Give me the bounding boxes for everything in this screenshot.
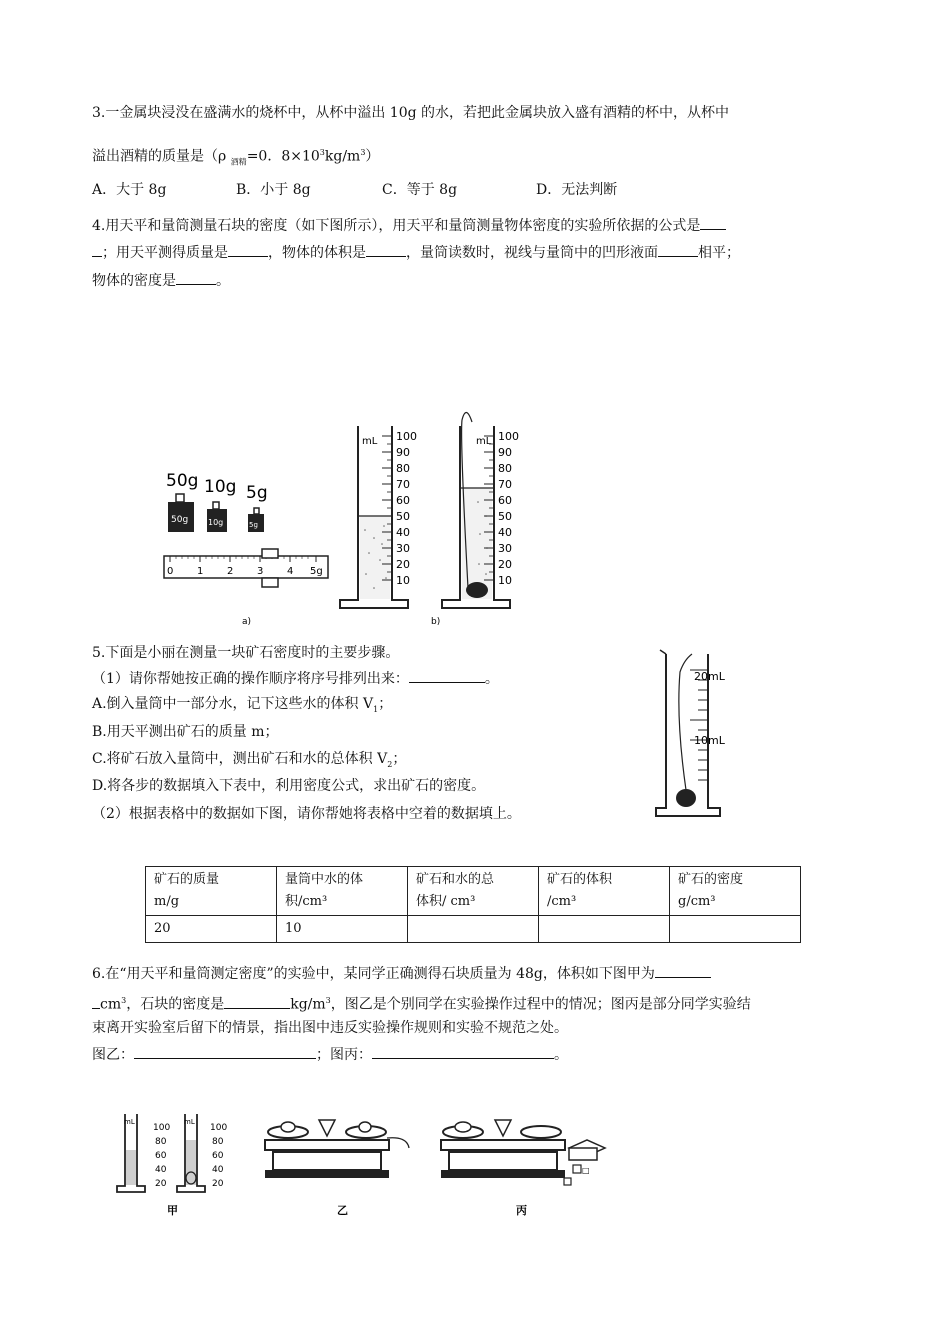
table-header-row	[146, 867, 801, 916]
q5-figure	[650, 640, 750, 822]
q3-options	[92, 180, 617, 200]
q5-cylinder-svg	[650, 640, 750, 822]
cylinder-tick-label: 10	[396, 574, 410, 587]
label-yi: 乙	[337, 1204, 348, 1217]
jia2-tick-100: 100	[210, 1123, 228, 1133]
weight-box-icon	[564, 1140, 605, 1185]
q5-step-c-text: C.将矿石放入量筒中，测出矿石和水的总体积 V	[92, 751, 388, 767]
q5-part1-end: 。	[484, 671, 499, 687]
q6-line2-b: ，石块的密度是	[126, 996, 225, 1013]
rho-subscript: 酒精	[230, 157, 247, 167]
cylinder-tick-label: 10	[498, 574, 512, 587]
q5-part1	[92, 668, 499, 689]
q5-blank-order[interactable]	[409, 668, 485, 683]
jia2-tick-20: 20	[212, 1179, 224, 1189]
cylinder-tick-label: 100	[498, 430, 519, 443]
weight-5g-mark: 5g	[249, 521, 258, 529]
beam-scale	[164, 549, 328, 587]
q4-line2-b: ，物体的体积是	[268, 245, 366, 261]
cell-ore-density[interactable]	[670, 916, 801, 943]
q3-line1: 3.一金属块浸没在盛满水的烧杯中，从杯中溢出 10g 的水，若把此金属块放入盛有酒精的杯中，从杯中	[92, 105, 730, 121]
cylinder-jia-2-ticks	[210, 1123, 227, 1189]
rider-top	[262, 549, 278, 558]
q6-line4-b: ；图丙：	[316, 1047, 372, 1063]
table-header-cell	[277, 867, 408, 916]
weight-label-5g: 5g	[246, 483, 268, 503]
cell-mass[interactable]: 20	[146, 916, 277, 943]
q6-line2-a: cm	[100, 996, 122, 1013]
q6-exp2: 3	[325, 996, 331, 1005]
table-header-cell	[539, 867, 670, 916]
header-mass-line2: m/g	[154, 894, 180, 909]
q4-figure	[160, 398, 530, 630]
scale-tick-0: 0	[167, 566, 174, 577]
q6-line4-c: 。	[554, 1047, 568, 1063]
q4-blank-formula-a[interactable]	[700, 215, 726, 230]
cell-total-volume[interactable]	[408, 916, 539, 943]
q3-option-d[interactable]: D．无法判断	[536, 182, 618, 198]
q6-figure	[115, 1110, 625, 1222]
cylinder-tick-label: 30	[396, 542, 410, 555]
q4-line1-text: 4.用天平和量筒测量石块的密度（如下图所示），用天平和量筒测量物体密度的实验所依据的公式是	[92, 218, 701, 234]
q4-blank-density[interactable]	[176, 270, 216, 285]
cell-water-volume[interactable]: 10	[277, 916, 408, 943]
v2-subscript: 2	[387, 759, 393, 769]
jia2-unit: mL	[184, 1118, 195, 1126]
q5-part2: （2）根据表格中的数据如下图，请你帮她将表格中空着的数据填上。	[92, 806, 521, 822]
q6-blank-figure-c[interactable]	[372, 1044, 554, 1059]
cylinder-tick-label: 70	[396, 478, 410, 491]
scale-tick-1: 1	[197, 566, 204, 577]
cylinder-jia-2	[177, 1114, 205, 1192]
q4-line2-c: ，量筒读数时，视线与量筒中的凹形液面	[406, 245, 658, 261]
cylinder-tick-label: 80	[498, 462, 512, 475]
q5-step-a	[92, 694, 392, 720]
balance-yi-icon	[265, 1120, 409, 1178]
table-header-cell	[408, 867, 539, 916]
q3-line2	[92, 143, 379, 172]
cylinder-tick-label: 100	[396, 430, 417, 443]
weight-50g-icon	[168, 494, 194, 532]
q4-blank-mass[interactable]	[228, 242, 268, 257]
q4-blank-volume[interactable]	[366, 242, 406, 257]
q3-exponent: 3	[319, 148, 325, 157]
q4-line3-b: 。	[216, 273, 230, 289]
cylinder-unit-label-2: mL	[476, 436, 492, 447]
header-density-line1: 矿石的密度	[678, 872, 744, 887]
q5-step-b: B.用天平测出矿石的质量 m；	[92, 724, 279, 740]
q6-exp: 3	[121, 996, 127, 1005]
q4-figure-svg	[160, 398, 530, 630]
label-20ml: 20mL	[694, 670, 725, 683]
cylinder-unit-label: mL	[362, 436, 378, 447]
v1-subscript: 1	[373, 704, 379, 714]
weight-label-50g: 50g	[166, 471, 199, 491]
jia2-tick-60: 60	[212, 1151, 224, 1161]
q6-line1	[92, 963, 711, 984]
q5-part1-text: （1）请你帮她按正确的操作顺序将序号排列出来：	[92, 671, 409, 687]
table-header-cell	[146, 867, 277, 916]
rider-bottom	[262, 578, 278, 587]
cylinder-tick-label: 50	[396, 510, 410, 523]
scale-tick-5g: 5g	[310, 566, 323, 577]
loose-weight-mark: □	[582, 1166, 590, 1175]
q3-unit-exponent: 3	[360, 148, 366, 157]
cylinder-tick-label: 70	[498, 478, 512, 491]
q4-line3-a: 物体的密度是	[92, 273, 176, 289]
q6-line3: 束离开实验室后留下的情景，指出图中违反实验操作规则和实验不规范之处。	[92, 1020, 568, 1036]
jia1-tick-100: 100	[153, 1123, 171, 1133]
q4-blank-meniscus[interactable]	[658, 242, 698, 257]
scale-tick-3: 3	[257, 566, 264, 577]
cylinder-tick-label: 50	[498, 510, 512, 523]
q6-line1-text: 6.在“用天平和量筒测定密度”的实验中，某同学正确测得石块质量为 48g，体积如下图甲为	[92, 966, 655, 982]
jia1-unit: mL	[124, 1118, 135, 1126]
q3-unit: kg/m	[324, 148, 361, 165]
weight-5g-icon	[248, 508, 264, 532]
q5-step-d: D.将各步的数据填入下表中，利用密度公式，求出矿石的密度。	[92, 778, 486, 794]
q4-line2-a: ；用天平测得质量是	[102, 245, 228, 261]
weight-10g-icon	[207, 502, 227, 532]
q6-blank-volume-b[interactable]	[92, 994, 100, 1009]
table-header-cell	[670, 867, 801, 916]
cylinder-tick-label: 90	[396, 446, 410, 459]
figure-label-a: a)	[242, 617, 252, 627]
cylinder-tick-label: 40	[498, 526, 512, 539]
cell-ore-volume[interactable]	[539, 916, 670, 943]
jia1-tick-60: 60	[155, 1151, 167, 1161]
q6-line2-d: ，图乙是个别同学在实验操作过程中的情况；图丙是部分同学实验结	[330, 996, 751, 1013]
jia2-tick-80: 80	[212, 1137, 224, 1147]
header-mass-line1: 矿石的质量	[154, 872, 220, 887]
q5-step-c-end: ；	[392, 751, 407, 767]
cylinder-tick-label: 40	[396, 526, 410, 539]
cylinder-tick-label: 90	[498, 446, 512, 459]
cylinder-tick-label: 60	[498, 494, 512, 507]
q3-line2-pre: 溢出酒精的质量是（ρ	[92, 148, 231, 165]
header-volume-line2: /cm³	[547, 894, 577, 909]
q6-line4-a: 图乙：	[92, 1047, 134, 1063]
cylinder-jia-1	[117, 1114, 145, 1192]
q3-option-a[interactable]: A．大于 8g	[92, 182, 167, 198]
cylinder-jia-1-ticks	[153, 1123, 170, 1189]
header-density-line2: g/cm³	[678, 894, 716, 909]
header-volume-line1: 矿石的体积	[547, 872, 613, 887]
header-water-line1: 量筒中水的体	[285, 872, 364, 887]
jia1-tick-40: 40	[155, 1165, 167, 1175]
scale-tick-2: 2	[227, 566, 234, 577]
cylinder-tick-label: 80	[396, 462, 410, 475]
jia1-tick-20: 20	[155, 1179, 167, 1189]
cylinder-tick-label: 60	[396, 494, 410, 507]
q3-line2-value: =0．8×10	[246, 148, 320, 165]
q5-step-a-text: A.倒入量筒中一部分水，记下这些水的体积 V	[92, 696, 374, 712]
q3-line2-post: ）	[365, 148, 380, 165]
q6-line2	[92, 991, 751, 1015]
label-jia: 甲	[167, 1204, 178, 1217]
weight-10g-mark: 10g	[208, 518, 224, 527]
cylinder-tick-label: 20	[498, 558, 512, 571]
q4-line2	[92, 242, 740, 263]
q5-step-c	[92, 749, 406, 775]
q3-option-b[interactable]: B．小于 8g	[236, 182, 311, 198]
ore-data-table	[145, 866, 801, 943]
stone-icon	[466, 582, 488, 598]
q4-line3	[92, 270, 230, 291]
weight-label-10g: 10g	[204, 477, 237, 497]
q4-line1	[92, 215, 726, 236]
q6-blank-figure-b[interactable]	[134, 1044, 316, 1059]
q6-line2-c: kg/m	[290, 996, 326, 1013]
jia2-tick-40: 40	[212, 1165, 224, 1175]
q6-blank-density[interactable]	[224, 994, 290, 1009]
figure-label-b: b)	[431, 617, 441, 627]
cylinder-tick-label: 20	[396, 558, 410, 571]
header-water-line2: 积/cm³	[285, 894, 328, 909]
balance-bing-icon	[441, 1120, 565, 1178]
label-10ml: 10mL	[694, 734, 725, 747]
header-total-line2: 体积/ cm³	[416, 894, 476, 909]
q3-option-c[interactable]: C．等于 8g	[382, 182, 458, 198]
cylinder-tick-group	[382, 430, 519, 587]
table-row	[146, 916, 801, 943]
scale-tick-4: 4	[287, 566, 294, 577]
q6-blank-volume-a[interactable]	[655, 963, 711, 978]
jia1-tick-80: 80	[155, 1137, 167, 1147]
q4-blank-formula-b[interactable]	[92, 242, 102, 257]
ore-stone-icon	[676, 789, 696, 807]
label-bing: 丙	[516, 1204, 527, 1217]
q6-line4	[92, 1044, 568, 1065]
q6-figure-svg	[115, 1110, 625, 1222]
cylinder-tick-label: 30	[498, 542, 512, 555]
header-total-line1: 矿石和水的总	[416, 872, 495, 887]
q5-title: 5.下面是小丽在测量一块矿石密度时的主要步骤。	[92, 645, 400, 661]
q4-line2-d: 相平；	[698, 245, 740, 261]
q5-step-a-end: ；	[378, 696, 393, 712]
weight-50g-mark: 50g	[171, 515, 189, 525]
